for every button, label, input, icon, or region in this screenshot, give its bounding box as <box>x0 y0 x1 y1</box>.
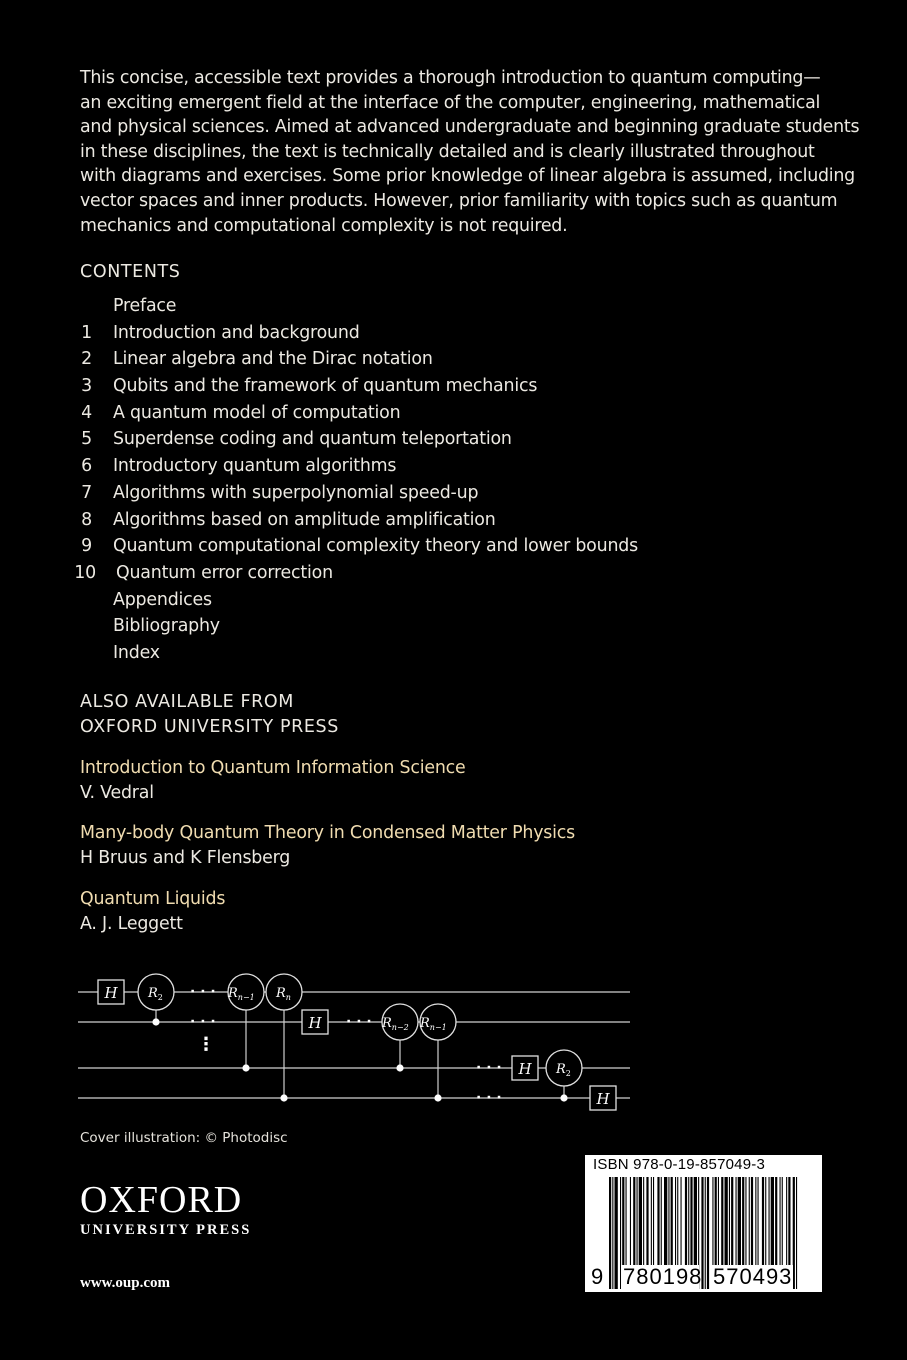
toc-chapter-number: 4 <box>81 402 92 423</box>
toc-item <box>80 347 680 374</box>
gate-label: H <box>104 984 118 1002</box>
description-line: vector spaces and inner products. However, prior familiarity with topics such as quantum <box>80 190 838 211</box>
related-book-author: A. J. Leggett <box>80 913 183 934</box>
toc-item <box>80 588 680 615</box>
toc-item <box>80 374 680 401</box>
toc-item <box>80 614 680 641</box>
control-dot <box>396 1064 403 1071</box>
ellipsis: · · · <box>190 984 216 1000</box>
description-line: mechanics and computational complexity is not required. <box>80 215 568 236</box>
description-line: This concise, accessible text provides a thorough introduction to quantum computing— <box>80 68 821 88</box>
gate-label: H <box>308 1014 322 1032</box>
toc-chapter-title: Qubits and the framework of quantum mechanics <box>113 376 538 397</box>
gate-label: $R_{n-1}$ <box>420 1016 447 1032</box>
isbn-digit-first: 9 <box>591 1264 604 1289</box>
toc-chapter-title: Quantum computational complexity theory and lower bounds <box>113 536 638 557</box>
toc-chapter-title: Algorithms with superpolynomial speed-up <box>113 482 479 503</box>
toc-chapter-title: Index <box>113 642 160 663</box>
related-book-title: Introduction to Quantum Information Science <box>80 758 466 778</box>
gate-label: $R_2$ <box>148 986 163 1002</box>
description-line: an exciting emergent field at the interface of the computer, engineering, mathematical <box>80 92 821 113</box>
contents-heading: CONTENTS <box>80 262 181 282</box>
gate-label: $R_n$ <box>276 986 291 1002</box>
toc-item <box>80 321 680 348</box>
gate-label: $R_{n-1}$ <box>228 986 255 1002</box>
publisher-name: OXFORD <box>80 1179 243 1221</box>
toc-chapter-title: Appendices <box>113 589 212 610</box>
toc-item <box>80 534 680 561</box>
toc-item <box>80 641 680 668</box>
isbn-label: ISBN 978-0-19-857049-3 <box>593 1156 766 1173</box>
description-blurb <box>80 66 860 238</box>
toc-chapter-title: Bibliography <box>113 616 220 637</box>
toc-item <box>80 294 680 321</box>
control-dot <box>280 1094 287 1101</box>
barcode-bar <box>615 1177 618 1289</box>
toc-chapter-number: 1 <box>81 322 92 343</box>
toc-item <box>80 508 680 535</box>
isbn-digits-left: 780198 <box>623 1264 703 1289</box>
control-dot <box>560 1094 567 1101</box>
isbn-barcode <box>585 1155 822 1292</box>
barcode-bar <box>796 1177 797 1289</box>
toc-chapter-title: Introduction and background <box>113 322 360 343</box>
toc-chapter-number: 7 <box>81 482 92 503</box>
barcode-bar <box>707 1177 709 1289</box>
toc-chapter-title: Superdense coding and quantum teleportation <box>113 429 512 450</box>
related-book <box>80 887 225 936</box>
ellipsis: · · · <box>476 1060 502 1076</box>
toc-chapter-title: Linear algebra and the Dirac notation <box>113 349 433 370</box>
toc-chapter-title: A quantum model of computation <box>113 402 401 423</box>
also-available-line-1: ALSO AVAILABLE FROM <box>80 692 294 712</box>
publisher-subname: UNIVERSITY PRESS <box>80 1222 252 1238</box>
gate-label: H <box>518 1060 532 1078</box>
toc-chapter-number: 6 <box>81 456 92 477</box>
vertical-ellipsis: ⋮ <box>197 1034 215 1055</box>
toc-chapter-title: Introductory quantum algorithms <box>113 456 397 477</box>
description-line: in these disciplines, the text is technically detailed and is clearly illustrated throughout <box>80 141 815 162</box>
toc-item <box>80 454 680 481</box>
toc-chapter-title: Preface <box>113 296 177 316</box>
toc-item <box>80 427 680 454</box>
table-of-contents <box>74 294 680 668</box>
gate-label: H <box>596 1090 610 1108</box>
toc-chapter-number: 8 <box>81 509 92 530</box>
related-book-title: Many-body Quantum Theory in Condensed Matter Physics <box>80 823 575 843</box>
ellipsis: · · · <box>476 1090 502 1106</box>
description-line: and physical sciences. Aimed at advanced undergraduate and beginning graduate students <box>80 117 860 138</box>
toc-chapter-number: 10 <box>74 562 96 583</box>
ellipsis: · · · <box>190 1014 216 1030</box>
oxford-logo <box>80 1180 251 1240</box>
control-dot <box>242 1064 249 1071</box>
also-available-line-2: OXFORD UNIVERSITY PRESS <box>80 716 339 737</box>
also-available-heading <box>80 690 339 739</box>
barcode-bar <box>609 1177 611 1289</box>
related-book <box>80 821 575 870</box>
toc-item <box>74 561 680 588</box>
control-dot <box>434 1094 441 1101</box>
related-book <box>80 756 466 805</box>
cover-credit: Cover illustration: © Photodisc <box>80 1130 288 1146</box>
related-book-author: V. Vedral <box>80 782 154 803</box>
quantum-fourier-circuit-illustration <box>78 970 638 1120</box>
toc-chapter-title: Algorithms based on amplitude amplification <box>113 509 496 530</box>
gate-label: $R_{n-2}$ <box>382 1016 409 1032</box>
toc-item <box>80 481 680 508</box>
isbn-digits-right: 570493 <box>713 1264 793 1289</box>
control-dot <box>152 1018 159 1025</box>
toc-item <box>80 401 680 428</box>
publisher-url: www.oup.com <box>80 1275 171 1291</box>
barcode-bar <box>793 1177 795 1289</box>
toc-chapter-number: 2 <box>81 349 92 370</box>
toc-chapter-title: Quantum error correction <box>116 562 333 583</box>
toc-chapter-number: 5 <box>81 429 92 450</box>
ellipsis: · · · <box>346 1014 372 1030</box>
gate-label: $R_2$ <box>556 1062 571 1078</box>
barcode-bar <box>705 1177 706 1289</box>
toc-chapter-number: 9 <box>81 536 92 557</box>
related-book-title: Quantum Liquids <box>80 889 226 909</box>
description-line: with diagrams and exercises. Some prior knowledge of linear algebra is assumed, including <box>80 166 855 187</box>
related-book-author: H Bruus and K Flensberg <box>80 847 291 868</box>
barcode-bar <box>612 1177 613 1289</box>
toc-chapter-number: 3 <box>81 376 92 397</box>
